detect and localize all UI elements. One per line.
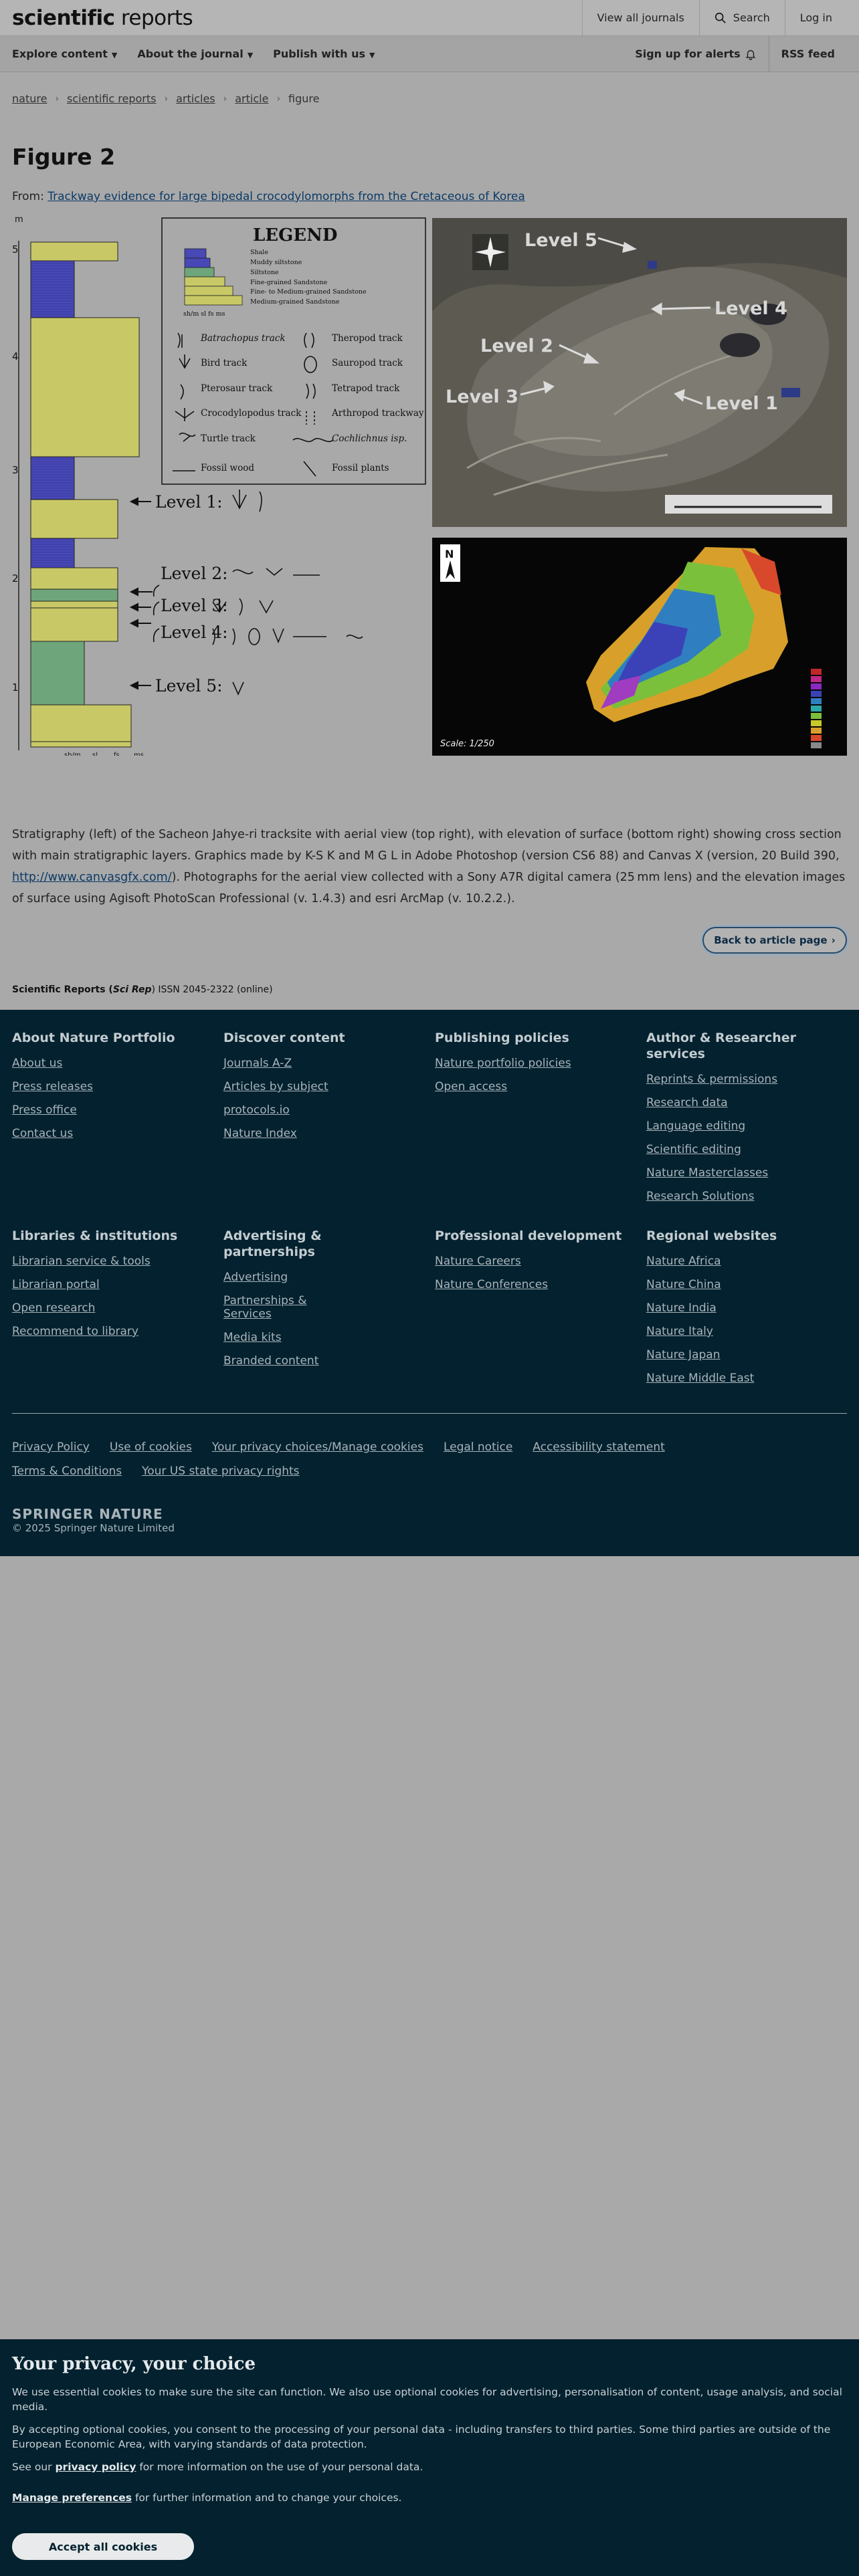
footer-divider <box>12 1413 847 1414</box>
aerial-level-label: Level 5 <box>524 230 597 251</box>
cookie-text: Manage preferences for further information and to change your choices. <box>12 2492 402 2504</box>
accessibility-link[interactable]: Accessibility statement <box>533 1440 665 1454</box>
springer-nature-logo[interactable]: SPRINGER NATURE <box>12 1506 163 1522</box>
level-label: Level 2: <box>161 564 228 583</box>
manage-cookies-link[interactable]: Your privacy choices/Manage cookies <box>211 1440 423 1454</box>
login-link[interactable]: Log in <box>785 0 847 35</box>
footer-link[interactable]: Nature Careers <box>435 1255 521 1268</box>
chevron-down-icon: ▼ <box>369 51 375 60</box>
nav-publish[interactable]: Publish with us ▼ <box>273 47 375 60</box>
copyright: © 2025 Springer Nature Limited <box>12 1522 175 1534</box>
footer-column <box>223 1030 424 1150</box>
from-line: From: Trackway evidence for large bipedal crocodylomorphs from the Cretaceous of Korea <box>12 190 525 203</box>
search-button[interactable]: Search <box>699 0 785 35</box>
footer-column <box>12 1228 213 1348</box>
aerial-level-label: Level 3 <box>446 387 518 407</box>
figure-legend <box>162 218 425 484</box>
cookie-text: By accepting optional cookies, you consent to the processing of your personal data - including transfers to third parties. Some third parties are outside of the European Economic Area, with varying standards of data protection. <box>12 2424 831 2450</box>
footer-link[interactable]: Nature India <box>646 1301 717 1315</box>
footer-heading: Professional development <box>435 1228 622 1243</box>
page-title: Figure 2 <box>12 144 116 170</box>
terms-link[interactable]: Terms & Conditions <box>12 1465 122 1478</box>
footer-heading: Author & Researcher services <box>646 1031 797 1061</box>
footer-legal-links <box>12 1440 665 1454</box>
lithology-label: Fine-grained Sandstone <box>250 279 328 286</box>
footer-link[interactable]: Branded content <box>223 1354 319 1368</box>
aerial-level-label: Level 4 <box>714 298 787 319</box>
strat-bed <box>31 457 74 500</box>
nav-about-journal[interactable]: About the journal ▼ <box>137 47 254 60</box>
footer-link[interactable]: Research Solutions <box>646 1190 755 1203</box>
legend-track-label: Pterosaur track <box>201 383 273 394</box>
privacy-policy-link[interactable]: Privacy Policy <box>12 1440 90 1454</box>
aerial-level-label: Level 1 <box>705 393 778 414</box>
back-to-article-button[interactable]: Back to article page › <box>702 927 847 954</box>
legend-swatch <box>185 277 225 286</box>
privacy-policy-link[interactable]: privacy policy <box>55 2461 136 2473</box>
header-actions <box>582 0 847 35</box>
cookie-text: See our privacy policy for more information on the use of your personal data. <box>12 2461 423 2473</box>
strat-bed <box>31 500 118 538</box>
footer-legal-links <box>12 1465 300 1478</box>
legend-track-label: Cochlichnus isp. <box>332 433 407 444</box>
lithology-label: Fine- to Medium-grained Sandstone <box>250 288 367 296</box>
footer-heading: Libraries & institutions <box>12 1228 178 1243</box>
rss-feed-link[interactable]: RSS feed <box>769 36 847 72</box>
strat-bed <box>31 608 118 641</box>
strat-bed <box>31 742 131 747</box>
strat-bed <box>31 705 131 742</box>
figure-caption: Stratigraphy (left) of the Sacheon Jahye-ri tracksite with aerial view (top right), with elevation of surface (bottom right) showing cross section with main stratigraphic layers. Graphics made by K-S K and M G L in Adobe Photoshop (version CS6 88) and Canvas X (version, 20 Build 390, http://www.canvasgfx.com/). Photographs for the aerial view collected with a Sony A7R digital camera (25 mm lens) and the elevation images of surface using Agisoft PhotoScan Professional (v. 1.4.3) and esri ArcMap (v. 10.2.2.). <box>12 828 846 905</box>
footer-link[interactable]: About us <box>12 1057 63 1070</box>
strat-tick-label: 1 <box>12 681 19 693</box>
view-all-journals-link[interactable]: View all journals <box>582 0 699 35</box>
strat-bed <box>31 261 74 318</box>
cookie-text: We use essential cookies to make sure the site can function. We also use optional cookies for advertising, personalisation of content, usage analysis, and social media. <box>12 2386 842 2413</box>
footer-link[interactable]: Nature Middle East <box>646 1372 755 1385</box>
legend-track-label: Bird track <box>201 358 248 368</box>
footer-link[interactable]: Nature Conferences <box>435 1278 549 1291</box>
chevron-right-icon: › <box>55 93 60 104</box>
chevron-down-icon: ▼ <box>111 51 118 60</box>
chevron-right-icon: › <box>164 93 169 104</box>
breadcrumb-articles[interactable]: articles <box>176 92 215 105</box>
footer-link[interactable]: Articles by subject <box>223 1080 328 1093</box>
figure-image <box>12 214 847 756</box>
footer-heading: About Nature Portfolio <box>12 1031 175 1045</box>
footer-link[interactable]: Open access <box>435 1080 508 1093</box>
figure-graphic <box>12 214 847 756</box>
footer-link[interactable]: Partnerships & Services <box>223 1294 307 1321</box>
breadcrumb-scientific-reports[interactable]: scientific reports <box>67 92 157 105</box>
signup-alerts-link[interactable]: Sign up for alerts <box>623 36 768 72</box>
strat-bed <box>31 538 74 568</box>
elevation-color-legend <box>811 669 822 748</box>
lithology-label: Medium-grained Sandstone <box>250 298 340 306</box>
footer-link[interactable]: Language editing <box>646 1119 746 1133</box>
level-label: Level 5: <box>155 676 223 695</box>
footer-column <box>646 1228 847 1395</box>
legal-notice-link[interactable]: Legal notice <box>443 1440 513 1454</box>
footer-link[interactable]: Reprints & permissions <box>646 1073 778 1086</box>
footer-link[interactable]: Nature Japan <box>646 1348 721 1362</box>
strat-bed <box>31 318 139 457</box>
footer-heading: Advertising & partnerships <box>223 1228 322 1259</box>
site-header <box>0 0 859 36</box>
footer-link[interactable]: Journals A-Z <box>223 1057 292 1070</box>
lithology-label: Muddy siltstone <box>250 259 302 266</box>
footer-link[interactable]: Nature China <box>646 1278 721 1291</box>
strat-tick-label: 3 <box>12 464 19 476</box>
lithology-axis-label: sh/m sl fs ms <box>183 310 225 318</box>
footer-link[interactable]: Nature portfolio policies <box>435 1057 571 1070</box>
strat-tick-label: 5 <box>12 243 19 255</box>
footer-link[interactable]: Contact us <box>12 1127 74 1140</box>
footer-link[interactable]: Research data <box>646 1096 728 1109</box>
journal-logo[interactable]: scientific reports <box>12 5 193 30</box>
grain-size-label: sl <box>92 752 98 756</box>
compass-icon <box>472 234 508 270</box>
strat-bed <box>31 242 118 261</box>
grain-size-label: ms <box>134 752 144 756</box>
canvasgfx-link[interactable]: http://www.canvasgfx.com/ <box>12 871 172 884</box>
aerial-level-label: Level 2 <box>480 336 553 356</box>
footer-link[interactable]: Nature Africa <box>646 1255 721 1268</box>
legend-track-label: Arthropod trackway <box>332 408 424 419</box>
legend-track-label: Crocodylopodus track <box>201 408 302 419</box>
footer-column <box>12 1030 213 1150</box>
footer-link[interactable]: Open research <box>12 1301 96 1315</box>
breadcrumb-current: figure <box>288 92 320 105</box>
chevron-right-icon: › <box>223 93 227 104</box>
chevron-right-icon: › <box>831 934 836 946</box>
us-privacy-rights-link[interactable]: Your US state privacy rights <box>142 1465 300 1478</box>
strat-bed <box>31 641 84 705</box>
accept-cookies-button[interactable]: Accept all cookies <box>12 2533 194 2560</box>
footer-link[interactable]: Scientific editing <box>646 1143 741 1156</box>
footer-column <box>435 1228 636 1301</box>
breadcrumb-article[interactable]: article <box>235 92 269 105</box>
footer-column <box>223 1228 357 1378</box>
footer-column <box>646 1030 847 1213</box>
manage-preferences-link[interactable]: Manage preferences <box>12 2492 132 2504</box>
footer-link[interactable]: protocols.io <box>223 1103 290 1117</box>
lithology-label: Siltstone <box>250 269 279 276</box>
footer-link[interactable]: Advertising <box>223 1271 288 1284</box>
level-label: Level 3: <box>161 596 228 615</box>
use-of-cookies-link[interactable]: Use of cookies <box>109 1440 192 1454</box>
footer-link[interactable]: Librarian portal <box>12 1278 100 1291</box>
legend-swatch <box>185 249 206 258</box>
legend-title: LEGEND <box>253 225 338 245</box>
chevron-right-icon: › <box>276 93 281 104</box>
legend-swatch <box>185 267 214 277</box>
scale-label: Scale: 1/250 <box>440 739 494 749</box>
legend-swatch <box>185 258 210 267</box>
legend-track-label: Fossil plants <box>332 463 389 473</box>
strat-bed <box>31 589 118 601</box>
elevation-map <box>432 538 847 756</box>
grain-size-label: fs <box>114 752 120 756</box>
search-icon <box>714 12 727 24</box>
main-nav <box>0 36 859 72</box>
grain-size-label: sh/m <box>64 752 81 756</box>
nav-explore-content[interactable]: Explore content ▼ <box>12 47 118 60</box>
footer-link[interactable]: Nature Index <box>223 1127 297 1140</box>
legend-swatch <box>185 296 242 305</box>
legend-track-label: Tetrapod track <box>332 383 400 394</box>
strat-bed <box>31 601 118 608</box>
level-label: Level 1: <box>155 492 223 512</box>
breadcrumb-nature[interactable]: nature <box>12 92 47 105</box>
footer-link[interactable]: Nature Italy <box>646 1325 713 1338</box>
footer-link[interactable]: Press releases <box>12 1080 93 1093</box>
footer-link[interactable]: Nature Masterclasses <box>646 1166 769 1180</box>
level-label: Level 4: <box>161 623 228 642</box>
strat-bed <box>31 568 118 589</box>
breadcrumb <box>0 72 859 105</box>
legend-track-label: Fossil wood <box>201 463 254 473</box>
footer-link[interactable]: Media kits <box>223 1331 282 1344</box>
footer-link[interactable]: Recommend to library <box>12 1325 138 1338</box>
footer-heading: Publishing policies <box>435 1031 569 1045</box>
cookie-banner <box>0 2339 859 2576</box>
source-article-link[interactable]: Trackway evidence for large bipedal crocodylomorphs from the Cretaceous of Korea <box>47 190 525 203</box>
legend-track-label: Batrachopus track <box>201 333 286 344</box>
footer-link[interactable]: Librarian service & tools <box>12 1255 151 1268</box>
issn-line: Scientific Reports (Sci Rep) ISSN 2045-2322 (online) <box>12 984 273 995</box>
legend-track-label: Sauropod track <box>332 358 403 368</box>
footer-column <box>435 1030 636 1103</box>
legend-track-label: Theropod track <box>332 333 403 344</box>
strat-tick-label: 2 <box>12 572 19 584</box>
north-label: N <box>445 548 454 560</box>
lithology-label: Shale <box>250 249 268 256</box>
footer-link[interactable]: Press office <box>12 1103 77 1117</box>
site-footer <box>0 1010 859 1556</box>
strat-unit-label: m <box>15 215 23 225</box>
legend-track-label: Turtle track <box>201 433 256 444</box>
cookie-title: Your privacy, your choice <box>12 2354 256 2374</box>
footer-heading: Regional websites <box>646 1228 777 1243</box>
legend-swatch <box>185 286 233 296</box>
bell-icon <box>745 48 757 60</box>
footer-heading: Discover content <box>223 1031 345 1045</box>
aerial-photo <box>432 218 847 527</box>
strat-tick-label: 4 <box>12 350 19 362</box>
chevron-down-icon: ▼ <box>247 51 254 60</box>
